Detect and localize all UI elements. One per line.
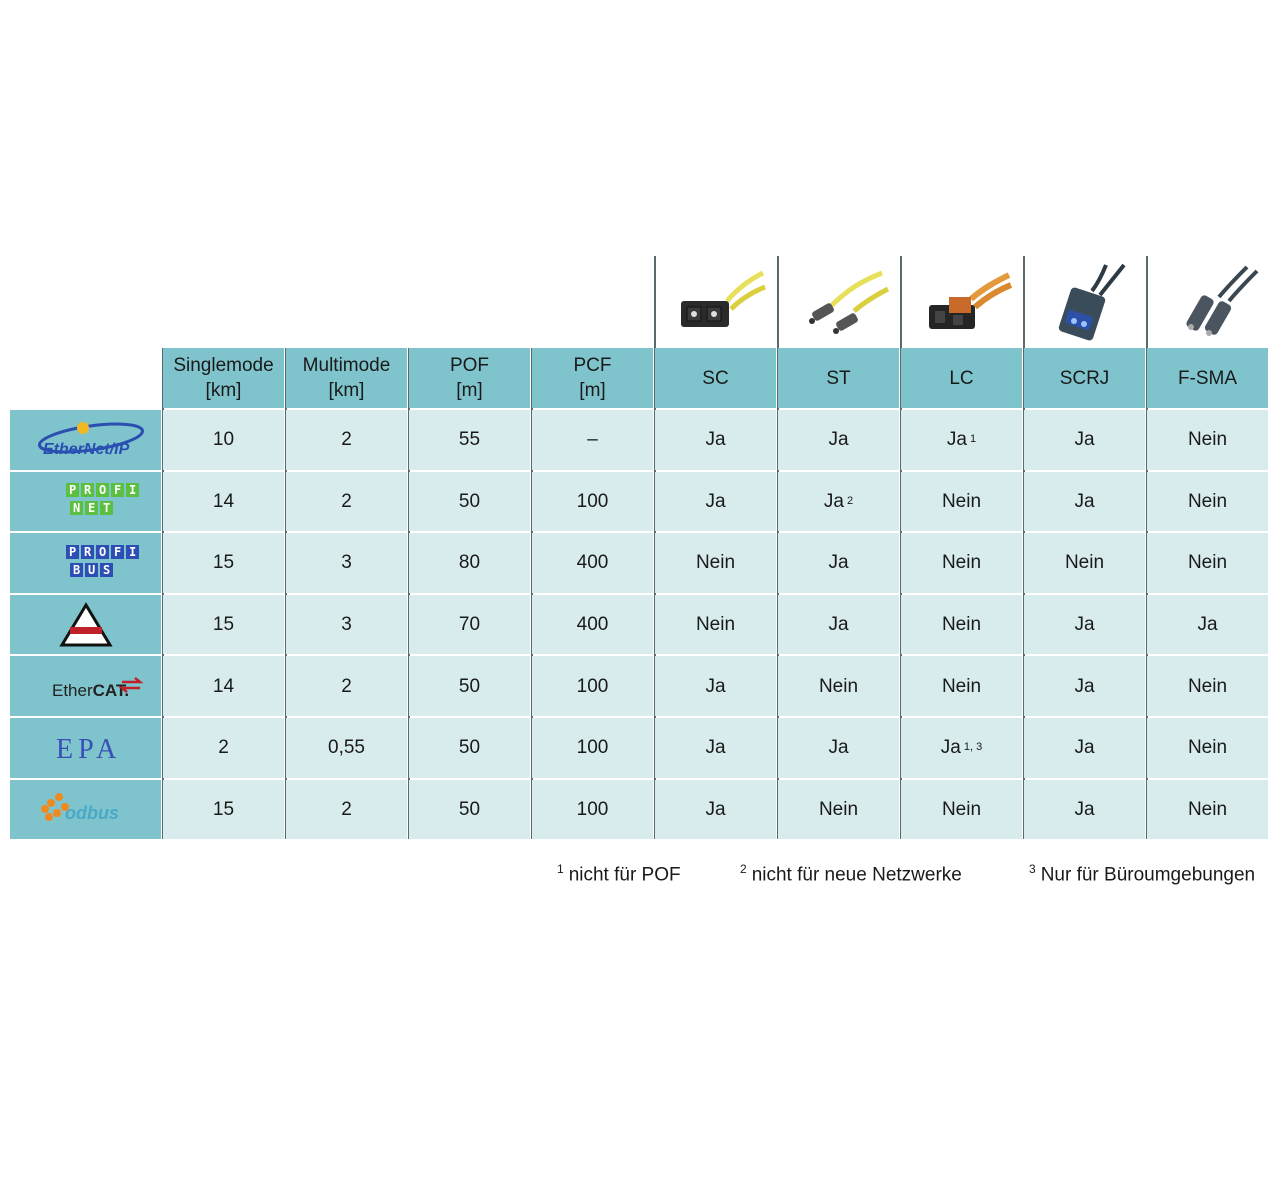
table-cell: [901, 595, 1022, 655]
table-cell: [778, 472, 899, 532]
table-cell: [1024, 472, 1145, 532]
table-cell: 2: [163, 718, 284, 778]
table-cell: [901, 718, 1022, 778]
table-cell: [778, 410, 899, 470]
table-cell: [778, 718, 899, 778]
cell-value: Ja: [1197, 614, 1218, 636]
svg-text:I: I: [128, 544, 136, 559]
scrj-connector-icon: [1024, 256, 1147, 346]
header-unit: [km]: [328, 380, 365, 401]
cell-value: Nein: [1187, 552, 1228, 574]
table-cell: 50: [409, 472, 530, 532]
table-cell: 70: [409, 595, 530, 655]
svg-text:EPA: EPA: [55, 733, 121, 765]
svg-text:I: I: [128, 483, 136, 498]
cell-value: Ja: [828, 429, 849, 451]
table-cell: [655, 410, 776, 470]
table-cell: [901, 410, 1022, 470]
footnote-3: $^3$ Nur für Büroumgebungen: [1029, 862, 1256, 886]
header-sc: SC: [655, 348, 776, 408]
cell-value: Ja: [940, 737, 961, 759]
table-cell: [778, 656, 899, 716]
cell-value: Nein: [1187, 429, 1228, 451]
cell-value: Nein: [695, 552, 736, 574]
cell-value: Ja: [705, 737, 726, 759]
table-cell: 2: [286, 780, 407, 840]
cell-value: Nein: [941, 490, 982, 512]
table-cell: [655, 595, 776, 655]
footnote-ref: 1, 3: [963, 741, 983, 754]
footnote-1: $^1$ nicht für POF: [557, 862, 681, 886]
modbus-logo: [10, 780, 161, 840]
footnote-2: $^2$ nicht für neue Netzwerke: [740, 862, 962, 886]
table-cell: 2: [286, 410, 407, 470]
table-cell: 0,55: [286, 718, 407, 778]
table-cell: [1024, 656, 1145, 716]
epa-logo: [10, 718, 161, 778]
table-cell: 50: [409, 780, 530, 840]
header-st: ST: [778, 348, 899, 408]
table-cell: 15: [163, 780, 284, 840]
cell-value: Nein: [818, 798, 859, 820]
cell-value: Ja: [705, 675, 726, 697]
header-pcf: [532, 348, 653, 408]
header-pof: [409, 348, 530, 408]
table-cell: [901, 533, 1022, 593]
table-cell: 400: [532, 595, 653, 655]
cell-value: Ja: [946, 429, 967, 451]
table-cell: 100: [532, 472, 653, 532]
table-cell: 15: [163, 533, 284, 593]
table-cell: 2: [286, 472, 407, 532]
svg-text:S: S: [102, 562, 110, 577]
table-cell: [901, 656, 1022, 716]
table-cell: 100: [532, 718, 653, 778]
svg-text:P: P: [68, 544, 76, 559]
table-cell: [1147, 410, 1268, 470]
table-cell: [1147, 595, 1268, 655]
svg-text:E: E: [87, 501, 95, 516]
cell-value: Nein: [941, 675, 982, 697]
svg-text:O: O: [98, 544, 106, 559]
table-cell: [901, 472, 1022, 532]
cell-value: Ja: [705, 798, 726, 820]
cell-value: Nein: [941, 798, 982, 820]
header-unit: [m]: [456, 380, 483, 401]
svg-text:P: P: [68, 483, 76, 498]
table-cell: [1147, 718, 1268, 778]
table-cell: 50: [409, 718, 530, 778]
table-cell: 50: [409, 656, 530, 716]
svg-text:O: O: [98, 483, 106, 498]
profibus-logo: [10, 533, 161, 593]
cell-value: Nein: [1187, 737, 1228, 759]
table-cell: [655, 533, 776, 593]
svg-text:R: R: [83, 544, 91, 559]
cell-value: Ja: [828, 737, 849, 759]
svg-text:F: F: [113, 544, 121, 559]
header-line1: PCF: [573, 355, 612, 376]
table-cell: [1024, 780, 1145, 840]
table-cell: [655, 656, 776, 716]
svg-text:F: F: [113, 483, 121, 498]
table-cell: 10: [163, 410, 284, 470]
cell-value: Ja: [828, 552, 849, 574]
header-f-sma: F-SMA: [1147, 348, 1268, 408]
header-line1: Multimode: [302, 355, 391, 376]
table-cell: 3: [286, 533, 407, 593]
svg-text:R: R: [83, 483, 91, 498]
ethernet-ip-logo: [10, 410, 161, 470]
table-cell: –: [532, 410, 653, 470]
header-scrj: SCRJ: [1024, 348, 1145, 408]
table-cell: [1024, 533, 1145, 593]
footnote-ref: 2: [846, 494, 854, 507]
table-cell: [901, 780, 1022, 840]
cell-value: Nein: [1187, 490, 1228, 512]
profinet-logo: [10, 472, 161, 532]
table-cell: 3: [286, 595, 407, 655]
header-unit: [km]: [205, 380, 242, 401]
svg-text:U: U: [87, 562, 95, 577]
cell-value: Ja: [1074, 614, 1095, 636]
cell-value: Ja: [1074, 675, 1095, 697]
svg-text:EtherNet/IP: EtherNet/IP: [42, 440, 129, 458]
table-cell: 80: [409, 533, 530, 593]
table-cell: 400: [532, 533, 653, 593]
cell-value: Ja: [705, 490, 726, 512]
cell-value: Ja: [1074, 429, 1095, 451]
cell-value: Nein: [818, 675, 859, 697]
table-cell: [1147, 780, 1268, 840]
footnote-ref: 1: [969, 433, 977, 446]
header-singlemode: [163, 348, 284, 408]
cell-value: Nein: [1187, 675, 1228, 697]
table-cell: 100: [532, 780, 653, 840]
table-cell: 2: [286, 656, 407, 716]
cell-value: Nein: [941, 614, 982, 636]
table-cell: [1147, 472, 1268, 532]
ethercat-logo: [10, 656, 161, 716]
table-cell: 100: [532, 656, 653, 716]
table-cell: [655, 718, 776, 778]
table-cell: [655, 472, 776, 532]
cell-value: Nein: [941, 552, 982, 574]
svg-text:N: N: [72, 501, 80, 516]
table-cell: [1147, 656, 1268, 716]
interbus-logo: [10, 595, 161, 655]
header-unit: [m]: [579, 380, 606, 401]
cell-value: Nein: [1064, 552, 1105, 574]
table-cell: [655, 780, 776, 840]
header-multimode: [286, 348, 407, 408]
table-cell: [1024, 718, 1145, 778]
table-cell: [778, 533, 899, 593]
table-cell: [1024, 595, 1145, 655]
svg-text:B: B: [72, 562, 80, 577]
lc-connector-icon: [901, 256, 1024, 346]
cell-value: Ja: [828, 614, 849, 636]
sc-connector-icon: [655, 256, 778, 346]
svg-text:odbus: odbus: [64, 803, 119, 824]
cell-value: Nein: [695, 614, 736, 636]
svg-text:T: T: [102, 501, 110, 516]
cell-value: Ja: [1074, 737, 1095, 759]
table-cell: [778, 780, 899, 840]
st-connector-icon: [778, 256, 901, 346]
table-cell: [778, 595, 899, 655]
table-cell: 14: [163, 656, 284, 716]
cell-value: Ja: [1074, 798, 1095, 820]
header-line1: POF: [449, 355, 490, 376]
cell-value: Ja: [823, 490, 844, 512]
table-cell: 14: [163, 472, 284, 532]
fsma-connector-icon: [1147, 256, 1270, 346]
header-lc: LC: [901, 348, 1022, 408]
table-cell: 15: [163, 595, 284, 655]
svg-text:EtherCAT.: EtherCAT.: [51, 681, 129, 701]
table-cell: [1147, 533, 1268, 593]
cell-value: Ja: [705, 429, 726, 451]
cell-value: Nein: [1187, 798, 1228, 820]
header-line1: Singlemode: [173, 355, 274, 376]
table-cell: 55: [409, 410, 530, 470]
table-cell: [1024, 410, 1145, 470]
cell-value: Ja: [1074, 490, 1095, 512]
